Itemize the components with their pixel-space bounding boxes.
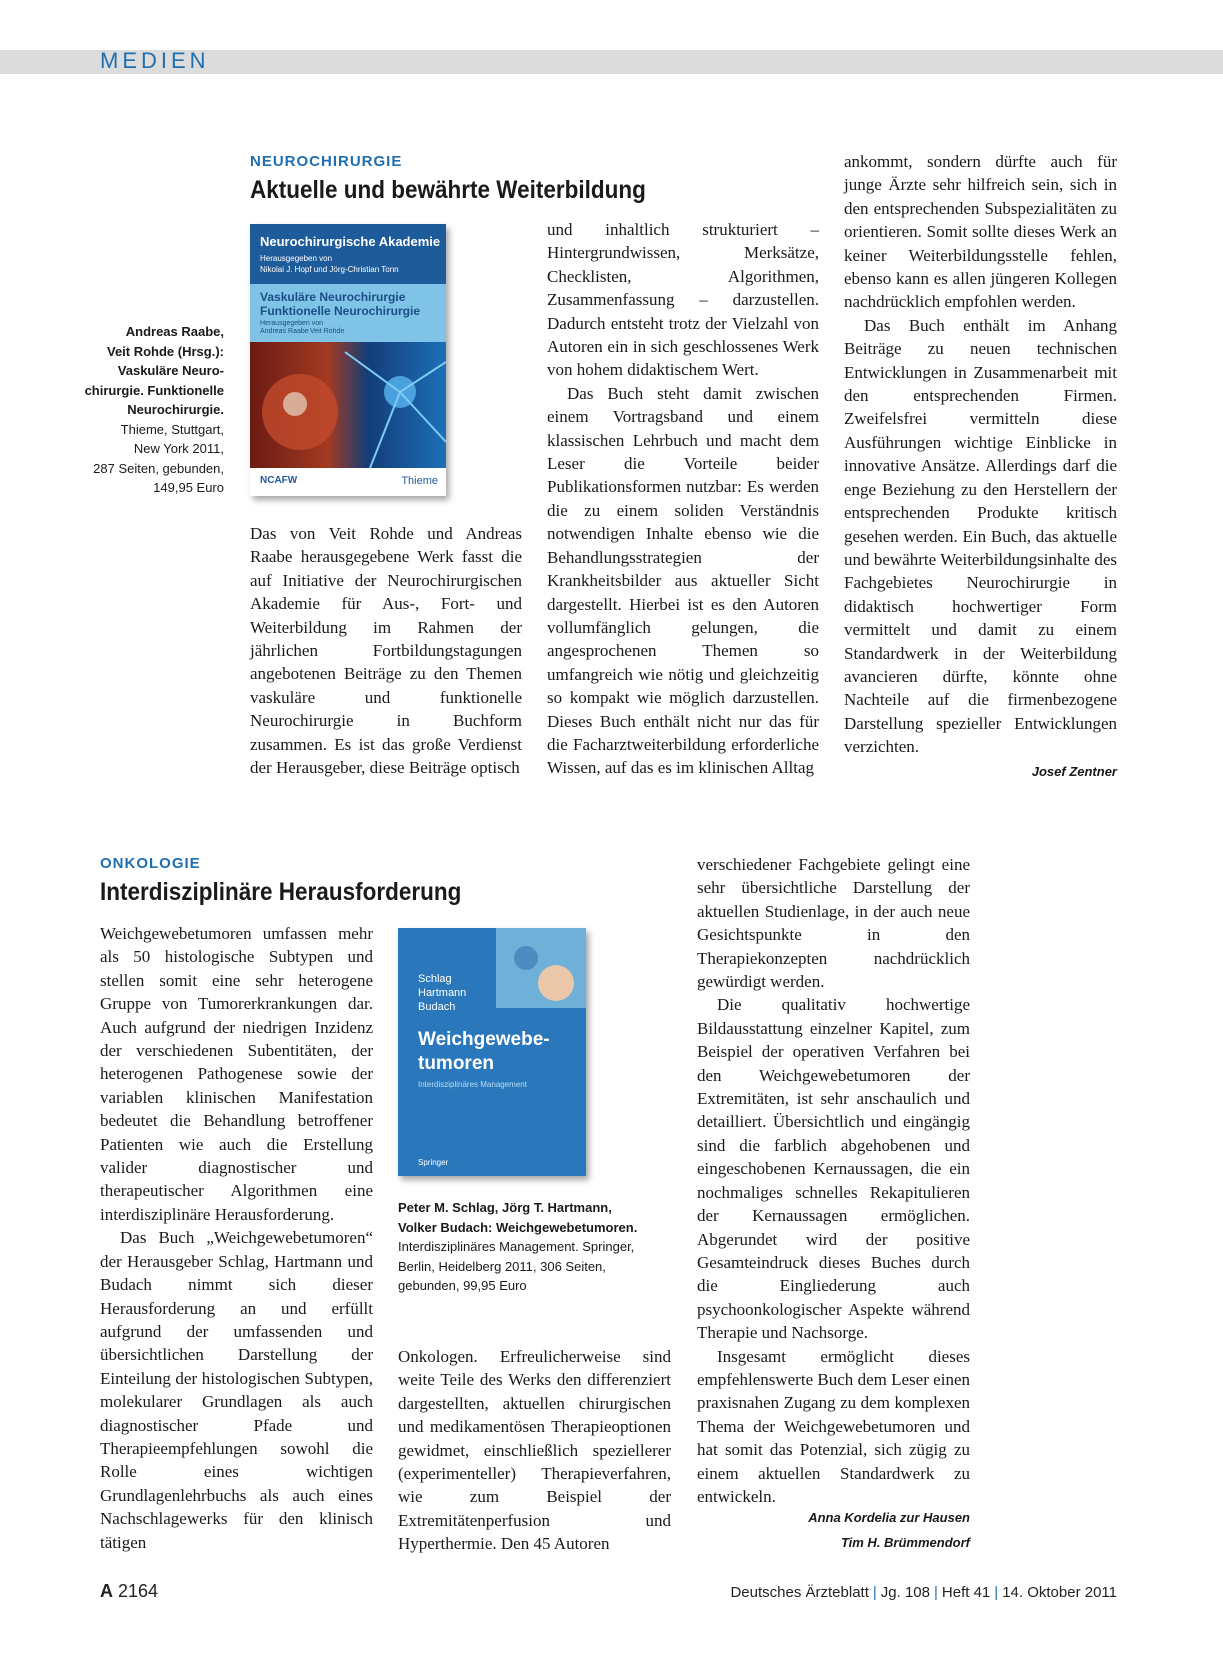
journal-issue: Heft 41 <box>941 1584 991 1601</box>
cover-publisher: Thieme <box>401 475 438 487</box>
book-info-line: Andreas Raabe, <box>125 324 224 339</box>
section-label: MEDIEN <box>100 48 210 73</box>
divider: | <box>934 1584 938 1601</box>
cover-editors-label: Herausgegeben von <box>260 254 333 263</box>
cover-vol-editor: Andreas Raabe <box>260 328 309 335</box>
cover-logo-left: NCAFW <box>260 475 298 486</box>
book-info-line: Thieme, Stuttgart, <box>120 421 224 437</box>
cover-title: Funktionelle Neurochirurgie <box>260 304 421 318</box>
paragraph: ankommt, sondern dürfte auch für junge Ärzte sehr hilfreich sein, sich in den entsprechenden Subspezialitäten zu orientieren. Somit sollte dieses Werk an keiner Weiterbildungsstelle fehlen, ebenso kann es allen jüngeren Kollegen nachdrücklich empfohlen werden. <box>844 152 1117 312</box>
page-number-value: 2164 <box>118 1581 159 1601</box>
cover-author: Schlag <box>418 973 452 985</box>
review1-kicker: NEUROCHIRURGIE <box>250 153 403 170</box>
review1-book-info <box>60 322 224 498</box>
cover-header <box>250 224 446 284</box>
cover-neurons-illustration <box>250 342 446 468</box>
paragraph: Das Buch steht damit zwischen einem Vortragsband und einem klassischen Lehrbuch und macht dem Leser die Vorteile beider Publikationsformen nutzbar: Es werden die zu einem soliden Verständnis notwendigen Inhalte ebenso wie die Behandlungsstrategien der Krankheitsbilder aus aktueller Sicht dargestellt. Hierbei ist es den Autoren vollumfänglich gelungen, die angesprochenen Themen so umfangreich wie nötig und gleichzeitig so kompakt wie möglich darzustellen. Dieses Buch enthält nicht nur das für die Facharztweiterbildung erforderliche Wissen, auf das es im klinischen Alltag <box>547 383 819 778</box>
journal-name: Deutsches Ärzteblatt <box>730 1584 869 1601</box>
paragraph: Das Buch „Weichgewebetumoren“ der Herausgeber Schlag, Hartmann und Budach nimmt sich dieser Herausforderung an und erfüllt aufgrund der umfassenden und übersichtlichen Darstellung der Einteilung der histologischen Subtypen, molekularer Grundlagen als auch diagnostischer Pfade und Therapieempfehlungen sowohl die Rolle eines wichtigen Grundlagenlehrbuchs als auch eines Nachschlagewerks für den klinisch tätigen <box>100 1228 373 1552</box>
divider: | <box>872 1584 877 1601</box>
divider: | <box>994 1584 999 1601</box>
review1-column-3 <box>844 150 1117 759</box>
book-info-line: Interdisziplinäres Management. Springer, <box>398 1239 635 1254</box>
cover-authors <box>418 972 466 1014</box>
book-info-line: chirurgie. Funktionelle <box>84 382 224 398</box>
review2-column-2 <box>398 1345 671 1556</box>
paragraph: Onkologen. Erfreulicherweise sind weite Teile des Werks den differenziert dargestellten, aktuellen chirurgischen und medikamentösen Therapieoptionen gewidmet, einschließlich speziellerer (experimenteller) Therapieverfahren, wie zum Beispiel der Extremitätenperfusion und Hyperthermie. Den 45 Autoren <box>398 1347 671 1554</box>
book-info-line: Berlin, Heidelberg 2011, 306 Seiten, <box>398 1258 606 1274</box>
journal-footer <box>730 1584 1117 1601</box>
book-cover-neurochirurgie <box>250 224 446 496</box>
journal-volume: Jg. 108 <box>880 1584 930 1601</box>
cover-author: Hartmann <box>418 987 467 999</box>
book-info-line: gebunden, 99,95 Euro <box>398 1278 527 1293</box>
cover-title-band <box>250 284 446 342</box>
paragraph: Das von Veit Rohde und Andreas Raabe herausgegebene Werk fasst die auf Initiative der Neurochirurgischen Akademie für Aus-, Fort- und Weiterbildung im Rahmen der jährlichen Fortbildungstagungen angebotenen Beiträge zu den Themen vaskuläre und funktionelle Neurochirurgie in Buchform zusammen. Es ist das große Verdienst der Herausgeber, diese Beiträge optisch <box>250 524 522 778</box>
book-cover-weichgewebetumoren <box>398 928 586 1176</box>
cover-title <box>418 1028 550 1076</box>
cover-title-line: tumoren <box>418 1053 494 1074</box>
book-info-line: Veit Rohde (Hrsg.): <box>106 343 224 359</box>
book-info-line: Neurochirurgie. <box>127 402 224 417</box>
journal-date: 14. Oktober 2011 <box>1002 1584 1117 1601</box>
review2-author: Tim H. Brümmendorf <box>840 1535 970 1550</box>
review1-column-1 <box>250 522 522 779</box>
cover-title-line: Weichgewebe- <box>418 1029 550 1050</box>
cover-photo <box>496 928 586 1008</box>
page-number <box>100 1581 158 1602</box>
page-prefix: A <box>100 1581 113 1601</box>
cover-editors: Nikolai J. Hopf und Jörg-Christian Tonn <box>260 265 399 274</box>
review1-title: Aktuelle und bewährte Weiterbildung <box>250 176 646 204</box>
book-info-line: 149,95 Euro <box>153 480 224 495</box>
review2-title: Interdisziplinäre Herausforderung <box>100 878 462 906</box>
cover-footer <box>250 468 446 496</box>
cover-vol-editors-label: Herausgegeben von <box>260 320 324 327</box>
cover-author: Budach <box>418 1001 456 1013</box>
review1-column-2 <box>547 218 819 780</box>
review2-author: Anna Kordelia zur Hausen <box>808 1510 970 1525</box>
paragraph: Das Buch enthält im Anhang Beiträge zu neuen technischen Entwicklungen in Zusammenarbeit mit den entsprechenden Firmen. Zweifelsfrei vermitteln diese Ausführungen wichtige Einblicke in innovative Ansätze. Allerdings darf die enge Beziehung zu den Herstellern der entsprechenden Produkte kritisch gesehen werden. Ein Buch, das aktuelle und bewährte Weiterbildungsinhalte des Fachgebietes Neurochirurgie in didaktisch hochwertiger Form vermittelt und damit zu einem Standardwerk in der Weiterbildung avancieren dürfte, könnte ohne Nachteile auf die firmenbezogene Darstellung spezieller Entwicklungen verzichten. <box>844 315 1117 757</box>
paragraph: Insgesamt ermöglicht dieses empfehlenswerte Buch dem Leser einen praxisnahen Zugang zu dem komplexen Thema der Weichgewebetumoren und hat somit das Potenzial, sich zügig zu einem aktuellen Standardwerk zu entwickeln. <box>697 1346 970 1506</box>
book-info-line: Volker Budach: Weichgewebetumoren. <box>398 1219 638 1235</box>
paragraph: verschiedener Fachgebiete gelingt eine sehr übersichtliche Darstellung der aktuellen Studienlage, in der auch neue Gesichtspunkte in den Therapiekonzepten nachdrücklich gewürdigt werden. <box>697 855 970 992</box>
review2-kicker: ONKOLOGIE <box>100 855 201 872</box>
paragraph: Die qualitativ hochwertige Bildausstattung einzelner Kapitel, zum Beispiel der operativen Verfahren bei den Weichgewebetumoren der Extremitäten, ist sehr anschaulich und detailliert. Übersichtlich und eingängig sind die farblich abgehobenen und eingeschobenen Kernaussagen, die ein nochmaliges schnelles Rekapitulieren der Kernaussagen ermöglichen. Abgerundet wird der positive Gesamteindruck dieses Buches durch die Eingliederung auch psychoonkologischer Aspekte während Therapie und Nachsorge. <box>697 995 970 1343</box>
cover-vol-editor: Veit Rohde <box>310 328 345 335</box>
paragraph: und inhaltlich strukturiert – Hintergrundwissen, Merksätze, Checklisten, Algorithmen, Zusammenfassung – darzustellen. Dadurch entsteht trotz der Vielzahl von Autoren ein in sich geschlossenes Werk von hohem didaktischem Wert. <box>547 220 819 380</box>
cover-image <box>250 342 446 468</box>
book-info-line: 287 Seiten, gebunden, <box>93 460 224 476</box>
book-info-line: Vaskuläre Neuro- <box>117 363 224 378</box>
cover-title: Vaskuläre Neurochirurgie <box>260 290 406 304</box>
book-info-line: New York 2011, <box>133 441 224 456</box>
cover-subtitle: Interdisziplinäres Management <box>418 1080 527 1089</box>
review2-column-3 <box>697 853 970 1508</box>
review1-author: Josef Zentner <box>1031 764 1117 779</box>
cover-series: Neurochirurgische Akademie <box>260 234 441 249</box>
book-info-line: Peter M. Schlag, Jörg T. Hartmann, <box>398 1200 612 1215</box>
paragraph: Weichgewebetumoren umfassen mehr als 50 histologische Subtypen und stellen somit eine sehr heterogene Gruppe von Tumorerkrankungen dar. Auch aufgrund der niedrigen Inzidenz der verschiedenen Subentitäten, der heterogenen Pathogenese sowie der variablen klinischen Manifestation bedeutet die Behandlung betroffener Patienten wie auch die Erstellung valider diagnostischer und therapeutischer Algorithmen eine interdisziplinäre Herausforderung. <box>100 924 373 1224</box>
cover-publisher: Springer <box>418 1158 449 1167</box>
review2-book-info <box>398 1198 648 1296</box>
review2-column-1 <box>100 922 373 1554</box>
